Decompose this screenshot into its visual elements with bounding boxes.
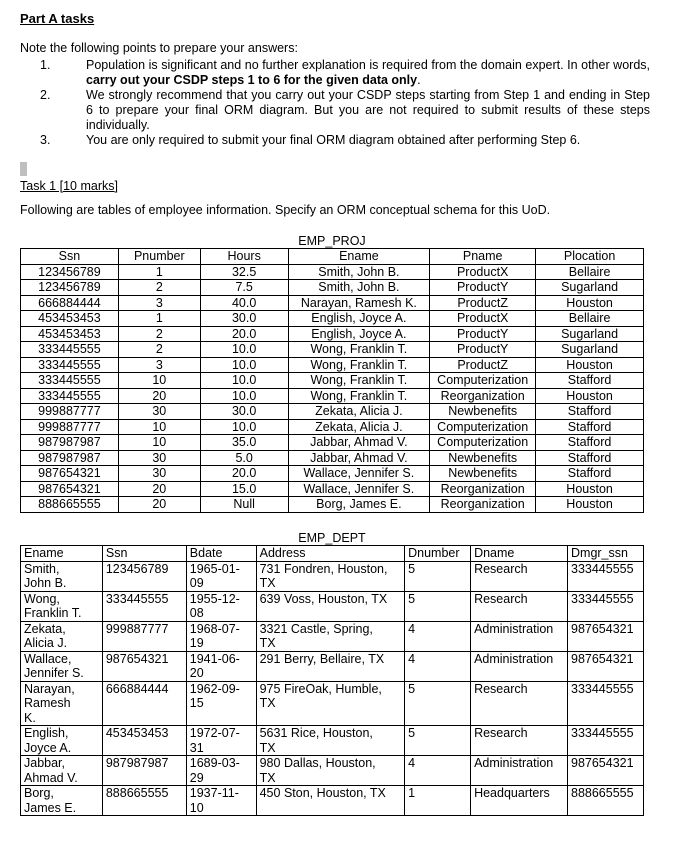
- table-cell: 987654321: [568, 756, 644, 786]
- table-cell: Houston: [536, 388, 644, 404]
- table-cell: Stafford: [536, 373, 644, 389]
- column-header: Pname: [430, 249, 536, 265]
- table-cell: 999887777: [21, 419, 119, 435]
- emp-proj-section: [20, 234, 644, 513]
- table-cell: 5: [405, 561, 471, 591]
- column-header: Ename: [288, 249, 430, 265]
- table-cell: Bellaire: [536, 264, 644, 280]
- table-row: [21, 621, 644, 651]
- table-cell: 987987987: [21, 435, 119, 451]
- table-cell: Newbenefits: [430, 450, 536, 466]
- table-cell: 30.0: [200, 404, 288, 420]
- table-cell: 4: [405, 756, 471, 786]
- table-row: [21, 756, 644, 786]
- table-cell: Research: [471, 561, 568, 591]
- table-cell: 333445555: [568, 561, 644, 591]
- notes-intro: Note the following points to prepare your answers:: [20, 41, 298, 55]
- table-cell: Wong, Franklin T.: [288, 373, 430, 389]
- table-cell: 10.0: [200, 419, 288, 435]
- table-cell: 3: [118, 295, 200, 311]
- table-cell: Reorganization: [430, 388, 536, 404]
- table-row: [21, 481, 644, 497]
- table-cell: 3: [118, 357, 200, 373]
- table-cell: 1937-11- 10: [186, 786, 256, 816]
- table-cell: 333445555: [21, 357, 119, 373]
- table-cell: 1965-01- 09: [186, 561, 256, 591]
- table-cell: 35.0: [200, 435, 288, 451]
- note-number: 1.: [40, 58, 51, 72]
- table-cell: Stafford: [536, 466, 644, 482]
- column-header: Dnumber: [405, 546, 471, 562]
- table-cell: 987987987: [102, 756, 186, 786]
- column-header: Ename: [21, 546, 103, 562]
- table-cell: Bellaire: [536, 311, 644, 327]
- table-cell: 5: [405, 681, 471, 726]
- emp-dept-section: [20, 531, 644, 816]
- note-item: [20, 58, 650, 88]
- table-cell: English, Joyce A.: [288, 326, 430, 342]
- column-header: Address: [256, 546, 405, 562]
- column-header: Bdate: [186, 546, 256, 562]
- table-row: [21, 357, 644, 373]
- table-row: [21, 342, 644, 358]
- table-row: [21, 419, 644, 435]
- table-cell: Null: [200, 497, 288, 513]
- table-cell: Jabbar, Ahmad V.: [288, 450, 430, 466]
- notes-list: [20, 58, 650, 148]
- table-cell: 20: [118, 388, 200, 404]
- table-row: [21, 435, 644, 451]
- note-text: We strongly recommend that you carry out your CSDP steps starting from Step 1 and ending in Step 6 to prepare your final ORM diagram. But you are not required to submit results of these steps individually.: [86, 88, 650, 132]
- table-cell: 987654321: [21, 481, 119, 497]
- table-cell: 999887777: [102, 621, 186, 651]
- table-cell: 4: [405, 621, 471, 651]
- table-cell: Sugarland: [536, 326, 644, 342]
- table-cell: 5.0: [200, 450, 288, 466]
- table-cell: 32.5: [200, 264, 288, 280]
- table-cell: English, Joyce A.: [21, 726, 103, 756]
- note-number: 2.: [40, 88, 51, 102]
- table-cell: 123456789: [102, 561, 186, 591]
- table-cell: 7.5: [200, 280, 288, 296]
- table-cell: Wallace, Jennifer S.: [288, 466, 430, 482]
- table-cell: Houston: [536, 295, 644, 311]
- table-cell: 888665555: [568, 786, 644, 816]
- table-cell: 5631 Rice, Houston, TX: [256, 726, 405, 756]
- table-row: [21, 280, 644, 296]
- table-cell: Reorganization: [430, 497, 536, 513]
- table-cell: 333445555: [568, 726, 644, 756]
- table-cell: 20.0: [200, 326, 288, 342]
- table-cell: 5: [405, 726, 471, 756]
- table-cell: 987654321: [568, 651, 644, 681]
- table-cell: 2: [118, 326, 200, 342]
- table-cell: 10: [118, 419, 200, 435]
- table-cell: 987654321: [102, 651, 186, 681]
- table-cell: 1972-07- 31: [186, 726, 256, 756]
- column-header: Hours: [200, 249, 288, 265]
- column-header: Pnumber: [118, 249, 200, 265]
- table-cell: 333445555: [568, 591, 644, 621]
- table-cell: 453453453: [102, 726, 186, 756]
- table-row: [21, 311, 644, 327]
- table-cell: 1962-09- 15: [186, 681, 256, 726]
- table-row: [21, 497, 644, 513]
- table-cell: 1968-07- 19: [186, 621, 256, 651]
- column-header: Ssn: [21, 249, 119, 265]
- table-cell: 987654321: [568, 621, 644, 651]
- table-cell: Reorganization: [430, 481, 536, 497]
- table-cell: 333445555: [21, 373, 119, 389]
- table-cell: 123456789: [21, 264, 119, 280]
- table-cell: Houston: [536, 357, 644, 373]
- table-row: [21, 373, 644, 389]
- table-cell: 15.0: [200, 481, 288, 497]
- table-cell: 1941-06- 20: [186, 651, 256, 681]
- table-cell: Narayan, Ramesh K.: [288, 295, 430, 311]
- table-cell: 291 Berry, Bellaire, TX: [256, 651, 405, 681]
- table-cell: 666884444: [21, 295, 119, 311]
- table-cell: Wong, Franklin T.: [288, 357, 430, 373]
- table-cell: Computerization: [430, 435, 536, 451]
- table-cell: 30.0: [200, 311, 288, 327]
- text-cursor-marker: [20, 162, 27, 176]
- table-cell: Wallace, Jennifer S.: [288, 481, 430, 497]
- table-cell: 5: [405, 591, 471, 621]
- table-cell: 3321 Castle, Spring, TX: [256, 621, 405, 651]
- table-row: [21, 561, 644, 591]
- table-cell: Wong, Franklin T.: [288, 342, 430, 358]
- table-cell: 333445555: [102, 591, 186, 621]
- table-cell: Smith, John B.: [288, 280, 430, 296]
- table-row: [21, 726, 644, 756]
- table-cell: Computerization: [430, 373, 536, 389]
- table-cell: 333445555: [568, 681, 644, 726]
- table-cell: Wong, Franklin T.: [21, 591, 103, 621]
- table-cell: Jabbar, Ahmad V.: [288, 435, 430, 451]
- note-item: [20, 133, 650, 148]
- emp-dept-caption: EMP_DEPT: [298, 531, 366, 545]
- table-cell: 731 Fondren, Houston, TX: [256, 561, 405, 591]
- table-cell: 453453453: [21, 311, 119, 327]
- table-cell: Research: [471, 726, 568, 756]
- table-cell: 10.0: [200, 373, 288, 389]
- table-row: [21, 326, 644, 342]
- table-cell: 1: [405, 786, 471, 816]
- table-cell: 40.0: [200, 295, 288, 311]
- table-cell: 10.0: [200, 342, 288, 358]
- table-cell: Houston: [536, 497, 644, 513]
- table-cell: Wallace, Jennifer S.: [21, 651, 103, 681]
- table-cell: Zekata, Alicia J.: [21, 621, 103, 651]
- table-cell: English, Joyce A.: [288, 311, 430, 327]
- table-row: [21, 404, 644, 420]
- column-header: Ssn: [102, 546, 186, 562]
- table-cell: 2: [118, 280, 200, 296]
- table-cell: Borg, James E.: [21, 786, 103, 816]
- table-cell: ProductZ: [430, 295, 536, 311]
- note-item: [20, 88, 650, 133]
- task-description: Following are tables of employee information. Specify an ORM conceptual schema for this UoD.: [20, 203, 551, 217]
- table-cell: 20: [118, 481, 200, 497]
- table-cell: Stafford: [536, 435, 644, 451]
- table-cell: Smith, John B.: [288, 264, 430, 280]
- table-cell: Research: [471, 591, 568, 621]
- table-cell: 1: [118, 311, 200, 327]
- table-cell: Computerization: [430, 419, 536, 435]
- table-row: [21, 450, 644, 466]
- table-cell: Research: [471, 681, 568, 726]
- table-cell: 123456789: [21, 280, 119, 296]
- table-cell: Newbenefits: [430, 404, 536, 420]
- table-cell: 333445555: [21, 388, 119, 404]
- table-row: [21, 295, 644, 311]
- table-cell: 10.0: [200, 388, 288, 404]
- table-cell: 20: [118, 497, 200, 513]
- table-cell: Smith, John B.: [21, 561, 103, 591]
- table-cell: Zekata, Alicia J.: [288, 404, 430, 420]
- table-cell: ProductX: [430, 311, 536, 327]
- table-cell: ProductY: [430, 342, 536, 358]
- table-cell: Houston: [536, 481, 644, 497]
- column-header: Dname: [471, 546, 568, 562]
- table-cell: 10.0: [200, 357, 288, 373]
- table-cell: 987654321: [21, 466, 119, 482]
- table-cell: Sugarland: [536, 342, 644, 358]
- table-cell: 1: [118, 264, 200, 280]
- table-cell: Stafford: [536, 404, 644, 420]
- column-header: Plocation: [536, 249, 644, 265]
- table-cell: Administration: [471, 756, 568, 786]
- table-cell: 450 Ston, Houston, TX: [256, 786, 405, 816]
- table-cell: 987987987: [21, 450, 119, 466]
- column-header: Dmgr_ssn: [568, 546, 644, 562]
- table-row: [21, 681, 644, 726]
- table-cell: 30: [118, 450, 200, 466]
- table-cell: 1689-03- 29: [186, 756, 256, 786]
- table-cell: 1955-12- 08: [186, 591, 256, 621]
- note-text: You are only required to submit your final ORM diagram obtained after performing Step 6.: [86, 133, 581, 147]
- table-cell: ProductY: [430, 326, 536, 342]
- emp-proj-table: [20, 248, 644, 513]
- table-row: [21, 466, 644, 482]
- table-cell: Wong, Franklin T.: [288, 388, 430, 404]
- table-row: [21, 388, 644, 404]
- table-cell: ProductX: [430, 264, 536, 280]
- table-cell: 333445555: [21, 342, 119, 358]
- table-cell: 4: [405, 651, 471, 681]
- table-cell: ProductY: [430, 280, 536, 296]
- table-cell: Borg, James E.: [288, 497, 430, 513]
- emp-dept-table: [20, 545, 644, 816]
- note-number: 3.: [40, 133, 51, 147]
- table-cell: Sugarland: [536, 280, 644, 296]
- table-cell: Narayan, Ramesh K.: [21, 681, 103, 726]
- table-cell: 888665555: [102, 786, 186, 816]
- table-cell: Zekata, Alicia J.: [288, 419, 430, 435]
- part-title: Part A tasks: [20, 11, 95, 26]
- table-cell: Newbenefits: [430, 466, 536, 482]
- table-cell: 999887777: [21, 404, 119, 420]
- table-row: [21, 264, 644, 280]
- table-cell: Stafford: [536, 450, 644, 466]
- table-cell: 453453453: [21, 326, 119, 342]
- table-cell: Administration: [471, 621, 568, 651]
- table-cell: 10: [118, 435, 200, 451]
- table-cell: 666884444: [102, 681, 186, 726]
- table-cell: 20.0: [200, 466, 288, 482]
- table-cell: 980 Dallas, Houston, TX: [256, 756, 405, 786]
- table-row: [21, 786, 644, 816]
- table-cell: Jabbar, Ahmad V.: [21, 756, 103, 786]
- table-cell: 2: [118, 342, 200, 358]
- table-cell: Stafford: [536, 419, 644, 435]
- table-cell: 975 FireOak, Humble, TX: [256, 681, 405, 726]
- table-cell: 888665555: [21, 497, 119, 513]
- table-cell: 639 Voss, Houston, TX: [256, 591, 405, 621]
- table-row: [21, 591, 644, 621]
- table-cell: Administration: [471, 651, 568, 681]
- table-row: [21, 651, 644, 681]
- emp-proj-caption: EMP_PROJ: [298, 234, 366, 248]
- table-cell: 30: [118, 404, 200, 420]
- table-cell: ProductZ: [430, 357, 536, 373]
- note-text: Population is significant and no further explanation is required from the domain expert. In other words, carry out your CSDP steps 1 to 6 for the given data only.: [86, 58, 650, 87]
- task-title: Task 1 [10 marks]: [20, 179, 118, 193]
- table-cell: 30: [118, 466, 200, 482]
- table-cell: Headquarters: [471, 786, 568, 816]
- table-cell: 10: [118, 373, 200, 389]
